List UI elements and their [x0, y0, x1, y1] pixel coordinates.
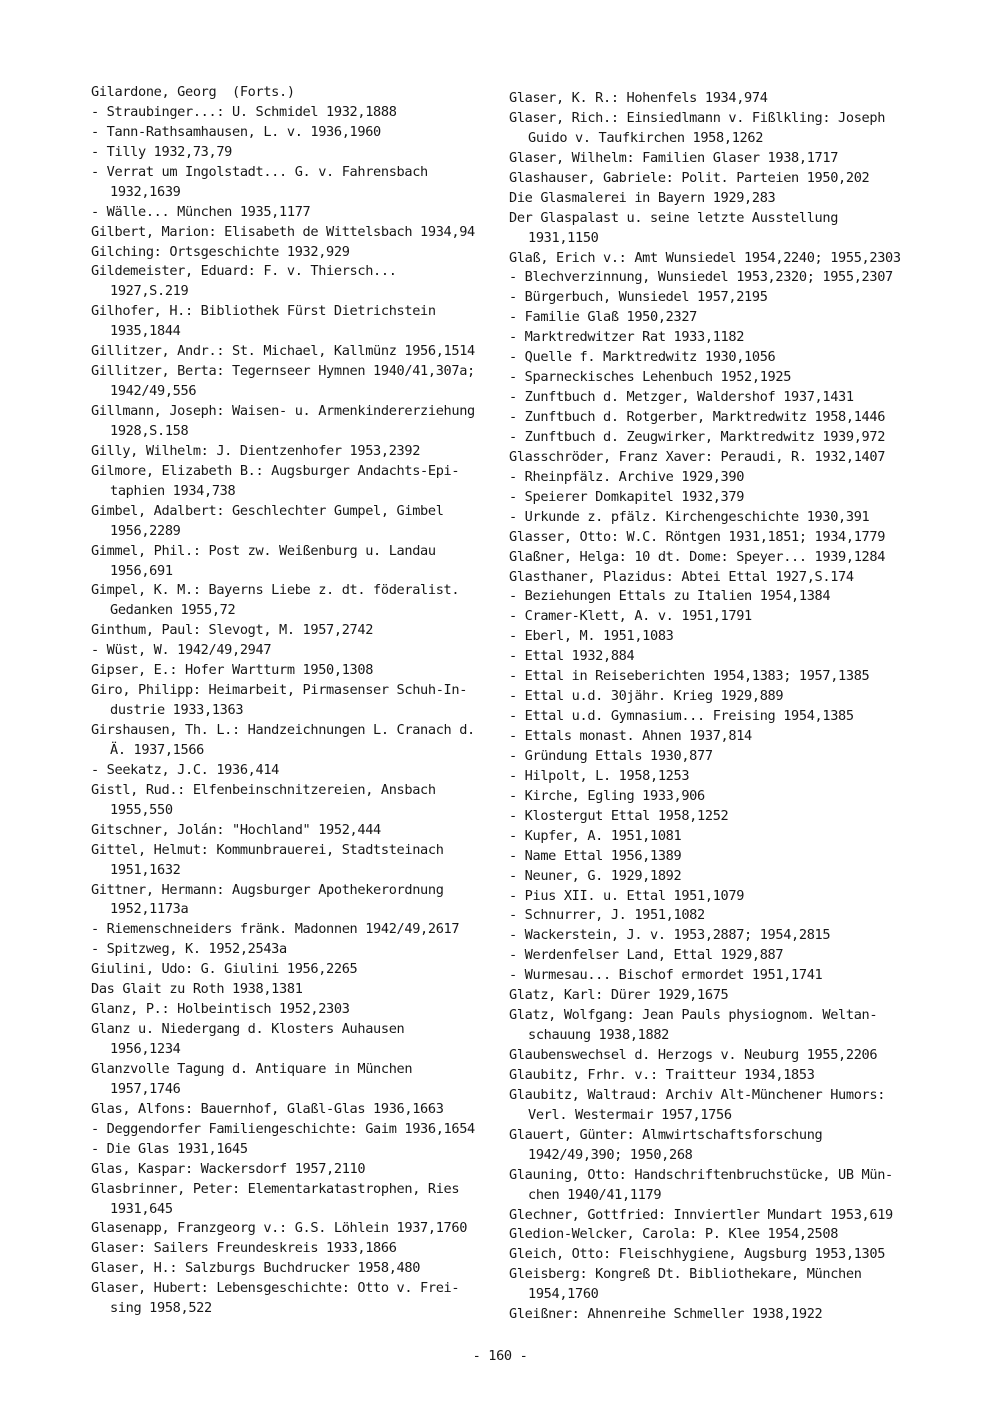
index-entry: Gilbert, Marion: Elisabeth de Wittelsbach 1934,94 [91, 223, 475, 240]
index-entry: - Hilpolt, L. 1958,1253 [509, 767, 690, 784]
index-entry: - Beziehungen Ettals zu Italien 1954,1384 [509, 588, 831, 605]
index-entry: - Verrat um Ingolstadt... G. v. Fahrensbach [91, 163, 428, 180]
index-entry: - Familie Glaß 1950,2327 [509, 309, 698, 326]
index-entry: - Ettals monast. Ahnen 1937,814 [509, 728, 752, 744]
index-entry-continuation: dustrie 1933,1363 [110, 702, 244, 719]
index-entry: Giro, Philipp: Heimarbeit, Pirmasenser Schuh-In- [91, 682, 468, 699]
index-entry-continuation: 1927,S.219 [110, 283, 189, 300]
index-entry: Glauning, Otto: Handschriftenbruchstücke, UB Mün- [509, 1166, 893, 1183]
index-entry: Glas, Alfons: Bauernhof, Glaßl-Glas 1936,1663 [91, 1100, 444, 1117]
index-entry: - Marktredwitzer Rat 1933,1182 [509, 329, 745, 346]
index-entry-continuation: 1931,645 [110, 1200, 173, 1217]
index-entry: - Gründung Ettals 1930,877 [509, 747, 713, 764]
index-entry: - Straubinger...: U. Schmidel 1932,1888 [91, 103, 397, 120]
index-entry: Glaubenswechsel d. Herzogs v. Neuburg 1955,2206 [509, 1047, 878, 1063]
index-entry: - Speierer Domkapitel 1932,379 [509, 488, 745, 505]
index-entry: Gittner, Hermann: Augsburger Apothekerordnung [91, 881, 444, 898]
index-entry: - Kupfer, A. 1951,1081 [509, 827, 682, 844]
index-entry: Gistl, Rud.: Elfenbeinschnitzereien, Ansbach [91, 781, 436, 798]
index-entry: - Cramer-Klett, A. v. 1951,1791 [509, 608, 752, 625]
index-entry: Glasschröder, Franz Xaver: Peraudi, R. 1932,1407 [509, 448, 886, 465]
index-entry: - Rheinpfälz. Archive 1929,390 [509, 468, 745, 485]
index-entry: Glaser, Wilhelm: Familien Glaser 1938,1717 [509, 149, 839, 166]
index-entry: - Zunftbuch d. Rotgerber, Marktredwitz 1958,1446 [509, 409, 886, 425]
index-entry-continuation: 1951,1632 [110, 861, 181, 878]
index-entry-continuation: 1952,1173a [110, 901, 189, 918]
index-entry: - Zunftbuch d. Metzger, Waldershof 1937,1431 [509, 389, 854, 406]
index-entry-continuation: 1942/49,556 [110, 383, 197, 400]
index-entry: Gitschner, Jolán: "Hochland" 1952,444 [91, 821, 381, 838]
index-entry: - Quelle f. Marktredwitz 1930,1056 [509, 349, 776, 366]
index-entry-continuation: 1931,1150 [528, 229, 599, 246]
index-entry-continuation: Verl. Westermair 1957,1756 [528, 1106, 732, 1123]
index-entry: Girshausen, Th. L.: Handzeichnungen L. Cranach d. [91, 722, 475, 738]
index-entry: - Blechverzinnung, Wunsiedel 1953,2320; 1955,2307 [509, 269, 893, 286]
index-entry: Gleißner: Ahnenreihe Schmeller 1938,1922 [509, 1306, 823, 1323]
index-entry-continuation: chen 1940/41,1179 [528, 1186, 662, 1203]
index-entry: Glaß, Erich v.: Amt Wunsiedel 1954,2240; 1955,2303 [509, 249, 901, 266]
index-entry-continuation: 1957,1746 [110, 1080, 181, 1097]
index-entry: Glasbrinner, Peter: Elementarkatastrophen, Ries [91, 1180, 460, 1197]
index-entry: Glaser, Hubert: Lebensgeschichte: Otto v. Frei- [91, 1280, 460, 1297]
index-entry: Gledion-Welcker, Carola: P. Klee 1954,2508 [509, 1226, 839, 1243]
index-entry: - Werdenfelser Land, Ettal 1929,887 [509, 947, 784, 964]
index-entry-continuation: 1955,550 [110, 801, 173, 818]
index-entry: Glechner, Gottfried: Innviertler Mundart 1953,619 [509, 1206, 893, 1223]
index-entry: Glanz u. Niedergang d. Klosters Auhausen [91, 1021, 405, 1038]
index-entry-continuation: 1956,1234 [110, 1041, 181, 1057]
index-entry: Gildemeister, Eduard: F. v. Thiersch... [91, 263, 397, 280]
index-entry: Glasser, Otto: W.C. Röntgen 1931,1851; 1934,1779 [509, 528, 886, 545]
index-entry: Gilching: Ortsgeschichte 1932,929 [91, 243, 350, 260]
index-entry: Glaser, Rich.: Einsiedlmann v. Fißlkling: Joseph [509, 109, 886, 126]
index-entry: - Pius XII. u. Ettal 1951,1079 [509, 887, 745, 904]
index-entry: - Kirche, Egling 1933,906 [509, 787, 705, 804]
index-entry: - Urkunde z. pfälz. Kirchengeschichte 1930,391 [509, 508, 870, 525]
index-entry: Glanz, P.: Holbeintisch 1952,2303 [91, 1001, 350, 1018]
index-entry: - Seekatz, J.C. 1936,414 [91, 761, 280, 778]
index-entry: Glasthaner, Plazidus: Abtei Ettal 1927,S.174 [509, 568, 854, 585]
index-entry-continuation: Gedanken 1955,72 [110, 602, 236, 619]
index-entry-continuation: taphien 1934,738 [110, 482, 236, 499]
index-entry: - Ettal u.d. 30jähr. Krieg 1929,889 [509, 688, 784, 705]
index-entry: Glas, Kaspar: Wackersdorf 1957,2110 [91, 1160, 366, 1177]
index-entry: - Name Ettal 1956,1389 [509, 847, 682, 864]
index-entry-continuation: Guido v. Taufkirchen 1958,1262 [528, 129, 764, 146]
index-entry-continuation: sing 1958,522 [110, 1300, 212, 1317]
index-entry: Glasenapp, Franzgeorg v.: G.S. Löhlein 1937,1760 [91, 1220, 468, 1237]
index-entry: Gimbel, Adalbert: Geschlechter Gumpel, Gimbel [91, 502, 444, 519]
index-entry-continuation: Ä. 1937,1566 [110, 741, 205, 758]
index-entry: - Spitzweg, K. 1952,2543a [91, 941, 287, 958]
index-entry: - Wackerstein, J. v. 1953,2887; 1954,2815 [509, 927, 831, 944]
index-entry: Gillitzer, Andr.: St. Michael, Kallmünz 1956,1514 [91, 343, 475, 360]
index-entry: Glaubitz, Waltraud: Archiv Alt-Münchener Humors: [509, 1086, 886, 1103]
index-entry: - Ettal u.d. Gymnasium... Freising 1954,1385 [509, 708, 854, 725]
index-entry: - Die Glas 1931,1645 [91, 1140, 248, 1157]
index-entry: - Tilly 1932,73,79 [91, 143, 233, 160]
index-entry: Glatz, Karl: Dürer 1929,1675 [509, 987, 729, 1004]
index-entry: Gillmann, Joseph: Waisen- u. Armenkindererziehung [91, 403, 475, 419]
index-entry: - Neuner, G. 1929,1892 [509, 867, 682, 884]
index-entry: Ginthum, Paul: Slevogt, M. 1957,2742 [91, 622, 374, 639]
index-entry: Glaubitz, Frhr. v.: Traitteur 1934,1853 [509, 1066, 815, 1083]
index-entry: - Deggendorfer Familiengeschichte: Gaim 1936,1654 [91, 1120, 475, 1137]
index-entry: - Schnurrer, J. 1951,1082 [509, 907, 705, 924]
index-entry: Gleich, Otto: Fleischhygiene, Augsburg 1953,1305 [509, 1246, 886, 1263]
index-entry: Glashauser, Gabriele: Polit. Parteien 1950,202 [509, 169, 870, 186]
index-entry: Gilmore, Elizabeth B.: Augsburger Andachts-Epi- [91, 462, 460, 479]
index-entry: - Tann-Rathsamhausen, L. v. 1936,1960 [91, 123, 381, 140]
index-entry: Glanzvolle Tagung d. Antiquare in München [91, 1060, 413, 1077]
index-entry: - Riemenschneiders fränk. Madonnen 1942/49,2617 [91, 921, 460, 938]
index-entry: Gleisberg: Kongreß Dt. Bibliothekare, München [509, 1266, 862, 1283]
index-entry: Das Glait zu Roth 1938,1381 [91, 981, 303, 998]
index-entry: Glaßner, Helga: 10 dt. Dome: Speyer... 1939,1284 [509, 548, 886, 565]
index-entry: Gilardone, Georg (Forts.) [91, 84, 295, 100]
index-entry: - Eberl, M. 1951,1083 [509, 628, 674, 645]
index-entry: Gilly, Wilhelm: J. Dientzenhofer 1953,2392 [91, 442, 421, 459]
index-entry-continuation: 1942/49,390; 1950,268 [528, 1146, 693, 1163]
index-entry: Gimpel, K. M.: Bayerns Liebe z. dt. föderalist. [91, 582, 460, 599]
index-entry: Gimmel, Phil.: Post zw. Weißenburg u. Landau [91, 542, 436, 559]
index-entry: - Wurmesau... Bischof ermordet 1951,1741 [509, 967, 823, 984]
index-entry: Giulini, Udo: G. Giulini 1956,2265 [91, 961, 358, 978]
index-entry: Glauert, Günter: Almwirtschaftsforschung [509, 1126, 823, 1143]
index-entry: - Klostergut Ettal 1958,1252 [509, 807, 729, 824]
index-entry-continuation: 1928,S.158 [110, 422, 189, 439]
index-entry-continuation: 1956,691 [110, 562, 173, 579]
index-entry: - Wüst, W. 1942/49,2947 [91, 642, 272, 659]
index-entry: Gilhofer, H.: Bibliothek Fürst Dietrichstein [91, 303, 436, 320]
left-index-column [91, 83, 493, 1319]
index-entry: - Ettal in Reiseberichten 1954,1383; 1957,1385 [509, 668, 870, 685]
page-number: - 160 - [472, 1348, 528, 1364]
index-entry: Gillitzer, Berta: Tegernseer Hymnen 1940/41,307a; [91, 363, 475, 380]
index-entry: - Bürgerbuch, Wunsiedel 1957,2195 [509, 289, 768, 306]
index-entry: Glaser: Sailers Freundeskreis 1933,1866 [91, 1240, 397, 1257]
index-entry: Gipser, E.: Hofer Wartturm 1950,1308 [91, 662, 374, 679]
index-entry-continuation: 1932,1639 [110, 183, 181, 200]
index-entry-continuation: 1954,1760 [528, 1286, 599, 1303]
index-entry: Glaser, H.: Salzburgs Buchdrucker 1958,480 [91, 1260, 421, 1277]
index-entry: - Wälle... München 1935,1177 [91, 203, 311, 220]
index-entry: - Ettal 1932,884 [509, 648, 635, 665]
index-entry: Glaser, K. R.: Hohenfels 1934,974 [509, 90, 768, 106]
index-entry: - Sparneckisches Lehenbuch 1952,1925 [509, 369, 792, 386]
index-entry: Gittel, Helmut: Kommunbrauerei, Stadtsteinach [91, 841, 444, 858]
index-entry-continuation: 1935,1844 [110, 323, 181, 340]
index-entry: Glatz, Wolfgang: Jean Pauls physiognom. Weltan- [509, 1007, 878, 1024]
index-entry-continuation: schauung 1938,1882 [528, 1027, 670, 1044]
index-entry-continuation: 1956,2289 [110, 522, 181, 539]
index-entry: - Zunftbuch d. Zeugwirker, Marktredwitz 1939,972 [509, 428, 886, 445]
index-entry: Die Glasmalerei in Bayern 1929,283 [509, 189, 776, 206]
index-entry: Der Glaspalast u. seine letzte Ausstellung [509, 209, 839, 226]
right-index-column [509, 89, 914, 1325]
